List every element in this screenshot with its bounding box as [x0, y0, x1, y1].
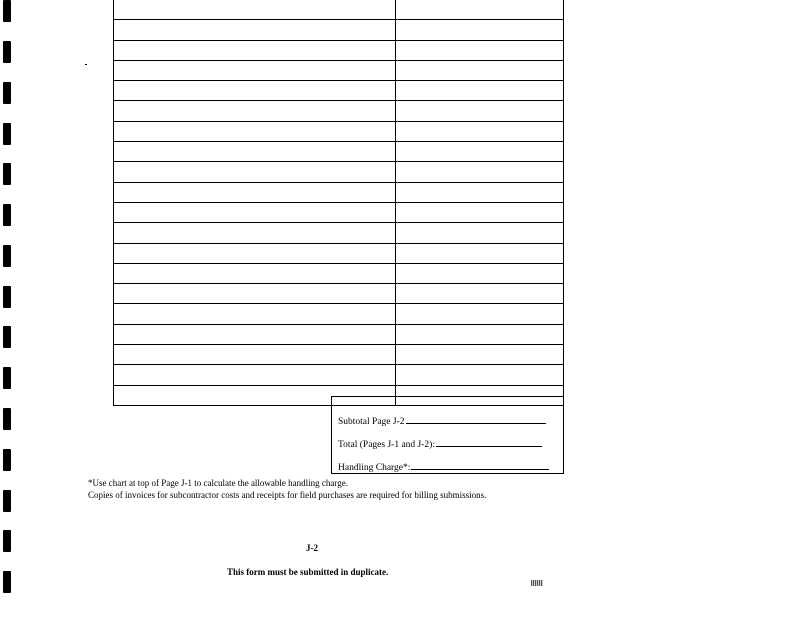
table-row [114, 263, 564, 283]
invoice-note: Copies of invoices for subcontractor costs and receipts for field purchases are required for billing submissions. [88, 490, 487, 500]
binder-hole-mark [3, 449, 11, 471]
description-cell[interactable] [114, 304, 396, 324]
description-cell[interactable] [114, 81, 396, 101]
table-row [114, 243, 564, 263]
description-cell[interactable] [114, 263, 396, 283]
description-cell[interactable] [114, 162, 396, 182]
table-row [114, 20, 564, 40]
amount-cell[interactable] [396, 101, 564, 121]
summary-box [331, 396, 564, 474]
table-row [114, 121, 564, 141]
subtotal-field[interactable] [406, 422, 546, 424]
table-row [114, 284, 564, 304]
total-label: Total (Pages J-1 and J-2): [338, 440, 435, 450]
description-cell[interactable] [114, 284, 396, 304]
table-row [114, 223, 564, 243]
table-row [114, 162, 564, 182]
description-cell[interactable] [114, 0, 396, 20]
handling-line [338, 463, 549, 473]
amount-cell[interactable] [396, 284, 564, 304]
binder-hole-mark [3, 245, 11, 267]
binder-hole-mark [3, 571, 11, 593]
table-row [114, 182, 564, 202]
table-row [114, 142, 564, 162]
description-cell[interactable] [114, 60, 396, 80]
binder-hole-mark [3, 41, 11, 63]
binder-hole-mark [3, 408, 11, 430]
total-line [338, 440, 542, 450]
amount-cell[interactable] [396, 162, 564, 182]
submit-note: This form must be submitted in duplicate. [227, 567, 389, 577]
table-row [114, 60, 564, 80]
scanner-stamp [531, 580, 543, 586]
handling-label: Handling Charge*: [338, 463, 411, 473]
amount-cell[interactable] [396, 223, 564, 243]
amount-cell[interactable] [396, 121, 564, 141]
table-row [114, 40, 564, 60]
description-cell[interactable] [114, 202, 396, 222]
description-cell[interactable] [114, 182, 396, 202]
cost-entry-table [113, 0, 564, 406]
amount-cell[interactable] [396, 345, 564, 365]
description-cell[interactable] [114, 223, 396, 243]
amount-cell[interactable] [396, 324, 564, 344]
amount-cell[interactable] [396, 365, 564, 385]
binder-hole-mark [3, 0, 11, 22]
cost-entry-rows [114, 0, 564, 405]
description-cell[interactable] [114, 345, 396, 365]
table-row [114, 345, 564, 365]
binder-hole-mark [3, 286, 11, 308]
scan-speck [85, 64, 87, 65]
binder-hole-mark [3, 204, 11, 226]
binder-hole-mark [3, 163, 11, 185]
table-row [114, 0, 564, 20]
binder-hole-mark [3, 123, 11, 145]
table-row [114, 81, 564, 101]
subtotal-label: Subtotal Page J-2 [338, 417, 405, 427]
amount-cell[interactable] [396, 20, 564, 40]
binder-hole-mark [3, 530, 11, 552]
table-row [114, 101, 564, 121]
amount-cell[interactable] [396, 202, 564, 222]
table-row [114, 365, 564, 385]
table-row [114, 304, 564, 324]
description-cell[interactable] [114, 142, 396, 162]
amount-cell[interactable] [396, 243, 564, 263]
amount-cell[interactable] [396, 81, 564, 101]
amount-cell[interactable] [396, 0, 564, 20]
binder-hole-mark [3, 82, 11, 104]
subtotal-line [338, 417, 546, 427]
total-field[interactable] [436, 445, 542, 447]
amount-cell[interactable] [396, 40, 564, 60]
binder-hole-mark [3, 326, 11, 348]
amount-cell[interactable] [396, 142, 564, 162]
amount-cell[interactable] [396, 263, 564, 283]
amount-cell[interactable] [396, 182, 564, 202]
description-cell[interactable] [114, 20, 396, 40]
binder-hole-mark [3, 490, 11, 512]
amount-cell[interactable] [396, 304, 564, 324]
description-cell[interactable] [114, 101, 396, 121]
binder-hole-mark [3, 367, 11, 389]
handling-field[interactable] [411, 468, 549, 470]
description-cell[interactable] [114, 121, 396, 141]
handling-note: *Use chart at top of Page J-1 to calculate the allowable handling charge. [88, 478, 348, 488]
amount-cell[interactable] [396, 60, 564, 80]
table-row [114, 202, 564, 222]
description-cell[interactable] [114, 324, 396, 344]
page-number: J-2 [306, 543, 318, 553]
description-cell[interactable] [114, 40, 396, 60]
table-row [114, 324, 564, 344]
description-cell[interactable] [114, 365, 396, 385]
description-cell[interactable] [114, 243, 396, 263]
